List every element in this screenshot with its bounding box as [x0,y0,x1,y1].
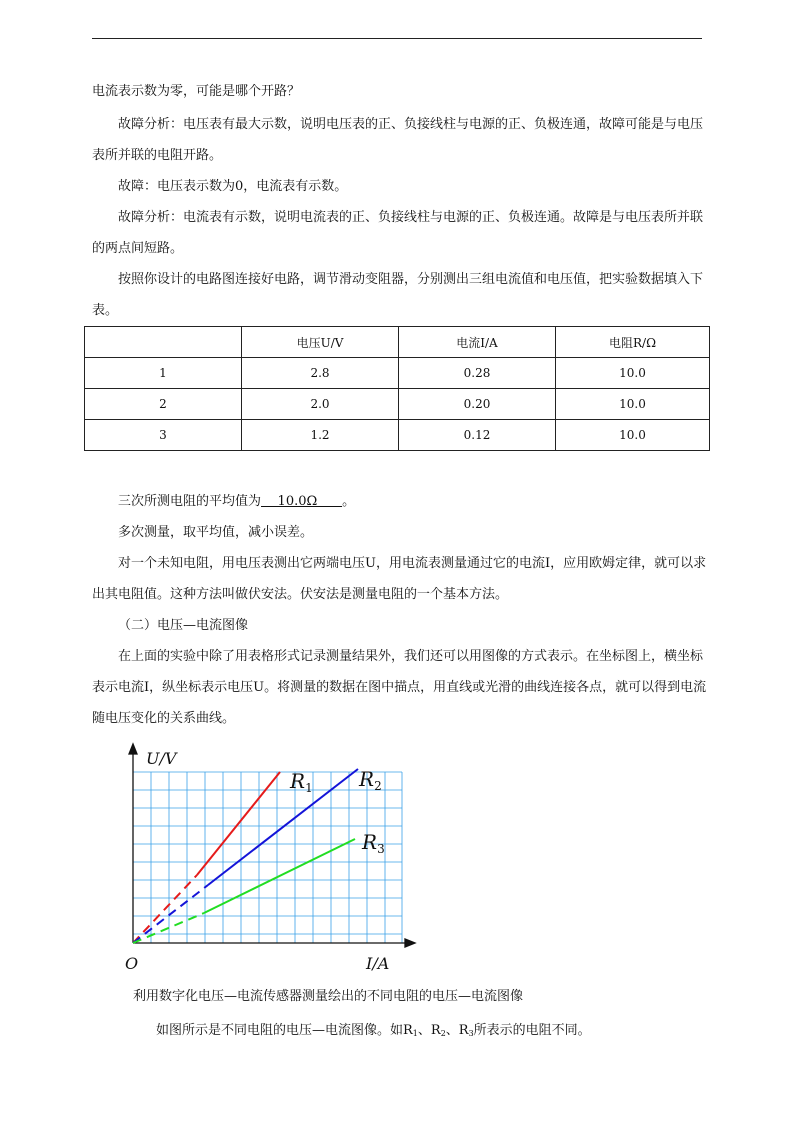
table-cell: 10.0 [556,420,710,451]
explanation-sub-1: 1 [412,1029,418,1038]
table-cell: 10.0 [556,389,710,420]
line-r3-solid [204,839,355,913]
table-row [85,420,710,451]
table-cell: 2.0 [242,389,399,420]
explanation-text-1: 如图所示是不同电阻的电压—电流图像。如R [156,1023,413,1038]
paragraph-average-reason: 多次测量，取平均值，减小误差。 [118,525,314,540]
r2-letter: R [359,767,375,791]
r1-label [289,769,313,795]
section-heading-uv-graph: （二）电压—电流图像 [118,618,249,633]
table-row [85,358,710,389]
line-r3-dashed [133,913,204,943]
r3-label [361,830,385,856]
r3-subscript: 3 [377,842,385,856]
explanation-text-4: 所表示的电阻不同。 [473,1023,591,1038]
y-axis-label: U/V [146,749,177,768]
table-cell: 0.20 [399,389,556,420]
explanation-sub-2: 2 [440,1029,446,1038]
header-rule [92,38,702,39]
r2-label [358,767,382,793]
table-header-cell: 电阻R/Ω [556,327,710,358]
paragraph-fault-analysis-2: 故障分析：电流表有示数，说明电流表的正、负接线柱与电源的正、负极连通。故障是与电压表所并联的两点间短路。 [92,210,704,256]
r1-subscript: 1 [305,781,313,795]
table-cell: 1.2 [242,420,399,451]
paragraph-fault-analysis-1: 故障分析：电压表有最大示数，说明电压表的正、负接线柱与电源的正、负极连通，故障可能是与电压表所并联的电阻开路。 [92,117,704,163]
table-cell: 2 [85,389,242,420]
measurement-table [84,326,710,451]
paragraph-figure-explanation [156,1015,716,1049]
line-r2-solid [208,769,358,885]
table-cell: 10.0 [556,358,710,389]
average-suffix: 。 [342,494,356,509]
table-cell: 0.12 [399,420,556,451]
paragraph-average-resistance [92,486,710,517]
figure-caption: 利用数字化电压—电流传感器测量绘出的不同电阻的电压—电流图像 [133,989,524,1004]
paragraph-experiment-instruction: 按照你设计的电路图连接好电路，调节滑动变阻器，分别测出三组电流值和电压值，把实验数据填入下表。 [92,272,704,318]
r3-letter: R [362,830,378,854]
voltage-current-graph [118,740,418,975]
explanation-text-2: 、R [417,1023,441,1038]
table-header-cell [85,327,242,358]
r2-subscript: 2 [374,779,382,793]
average-label: 三次所测电阻的平均值为 [118,494,262,509]
paragraph-fault-2: 故障：电压表示数为0，电流表有示数。 [118,179,348,194]
table-header-row [85,327,710,358]
table-header-cell: 电流I/A [399,327,556,358]
average-answer-blank: 10.0Ω [261,494,343,509]
paragraph-open-circuit-question: 电流表示数为零，可能是哪个开路？ [92,84,301,99]
table-cell: 1 [85,358,242,389]
table-cell: 3 [85,420,242,451]
table-header-cell: 电压U/V [242,327,399,358]
grid [133,772,402,943]
x-axis-arrow-icon [405,939,415,947]
r1-letter: R [290,769,306,793]
table-cell: 2.8 [242,358,399,389]
paragraph-graph-intro: 在上面的实验中除了用表格形式记录测量结果外，我们还可以用图像的方式表示。在坐标图上，横坐标表示电流I，纵坐标表示电压U。将测量的数据在图中描点，用直线或光滑的曲线连接各点，就可以得到电流随电压变化的关系曲线。 [92,649,707,726]
explanation-sub-3: 3 [468,1029,474,1038]
table-cell: 0.28 [399,358,556,389]
y-axis-arrow-icon [129,744,137,754]
table-row [85,389,710,420]
x-axis-label: I/A [366,954,390,973]
paragraph-voltammetry: 对一个未知电阻，用电压表测出它两端电压U，用电流表测量通过它的电流I，应用欧姆定律，就可以求出其电阻值。这种方法叫做伏安法。伏安法是测量电阻的一个基本方法。 [92,556,707,602]
line-r1-solid [197,772,280,875]
origin-label: O [125,954,139,973]
explanation-text-3: 、R [445,1023,469,1038]
